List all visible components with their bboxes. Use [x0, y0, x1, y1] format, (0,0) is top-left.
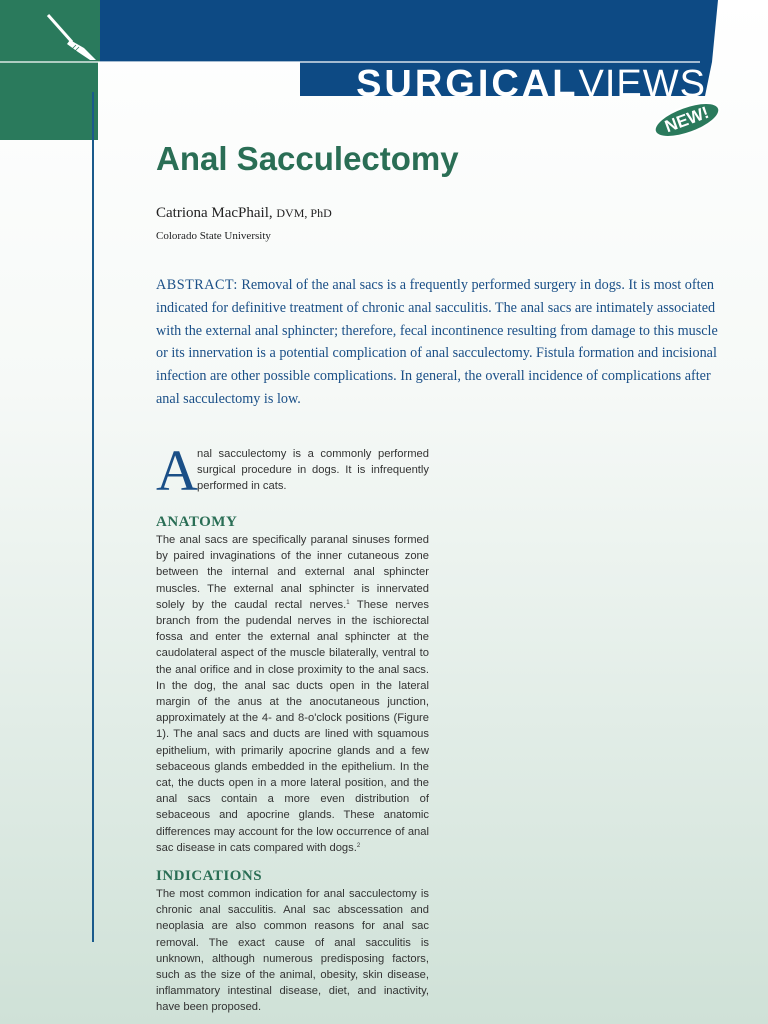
drop-cap: A	[156, 438, 198, 503]
reference-marker: 2	[356, 842, 361, 849]
intro-text: nal sacculectomy is a commonly performed surgical procedure in dogs. It is infrequently performed in cats.	[197, 448, 429, 493]
anatomy-text-2: These nerves branch from the pudendal nerves in the ischiorectal fossa and enter the external anal sphincter at the caudolateral aspect of the muscle bilaterally, ventral to the anal orifice and in close proximity to the anal sacs. In the dog, the anal sac ducts open in the lateral margin of the anus at the anocutaneous junction, approximately at the 4- and 8-o'clock positions (Figure 1). The anal sacs and ducts are lined with squamous epithelium, with primarily apocrine glands and a few sebaceous glands embedded in the epithelium. In the cat, the ducts open in a more lateral position, and the anal sacs contain a more even distribution of sebaceous and apocrine glands. These anatomic differences may account for the low occurrence of anal sac disease in cats compared with dogs.	[156, 598, 429, 854]
article-title: Anal Sacculectomy	[156, 140, 459, 177]
brand-bold: SURGICAL	[356, 63, 579, 105]
heading-indications: INDICATIONS	[156, 868, 263, 885]
heading-anatomy: ANATOMY	[156, 514, 238, 530]
brand-light: VIEWS	[578, 63, 706, 105]
indications-paragraph-1: The most common indication for anal sacculectomy is chronic anal sacculitis. Anal sac abscessation and neoplasia are also common reasons for anal sac removal. The exact cause of anal sacculitis is unknown, although numerous predisposing factors, such as the size of the animal, obesity, skin disease, inflammatory intestinal disease, diet, and inactivity, have been proposed.	[156, 888, 429, 1014]
author-affiliation: Colorado State University	[156, 230, 271, 242]
abstract-label: ABSTRACT:	[156, 277, 238, 293]
intro-paragraph	[156, 438, 429, 510]
section-brand	[356, 64, 706, 104]
abstract-text: Removal of the anal sacs is a frequently performed surgery in dogs. It is most often indicated for definitive treatment of chronic anal sacculitis. The anal sacs are intimately associated with the external anal sphincter; therefore, fecal incontinence resulting from damage to this muscle or its innervation is a potential complication of anal sacculectomy. Fistula formation and incisional infection are other possible complications. In general, the overall incidence of complications after anal sacculectomy is low.	[156, 277, 718, 407]
reference-marker: 1	[346, 599, 350, 606]
author-line	[156, 205, 332, 222]
author-credentials: DVM, PhD	[276, 206, 332, 220]
abstract	[156, 274, 724, 411]
author-name: Catriona MacPhail,	[156, 205, 273, 221]
vertical-rule	[92, 92, 94, 942]
anatomy-paragraph	[156, 532, 429, 856]
anatomy-text-1: The anal sacs are specifically paranal sinuses formed by paired invaginations of the inner cutaneous zone between the internal and external anal sphincter muscles. The external anal sphincter is innervated solely by the caudal rectal nerves.	[156, 534, 429, 611]
new-badge: NEW!	[649, 95, 724, 145]
column-left	[156, 438, 429, 1016]
